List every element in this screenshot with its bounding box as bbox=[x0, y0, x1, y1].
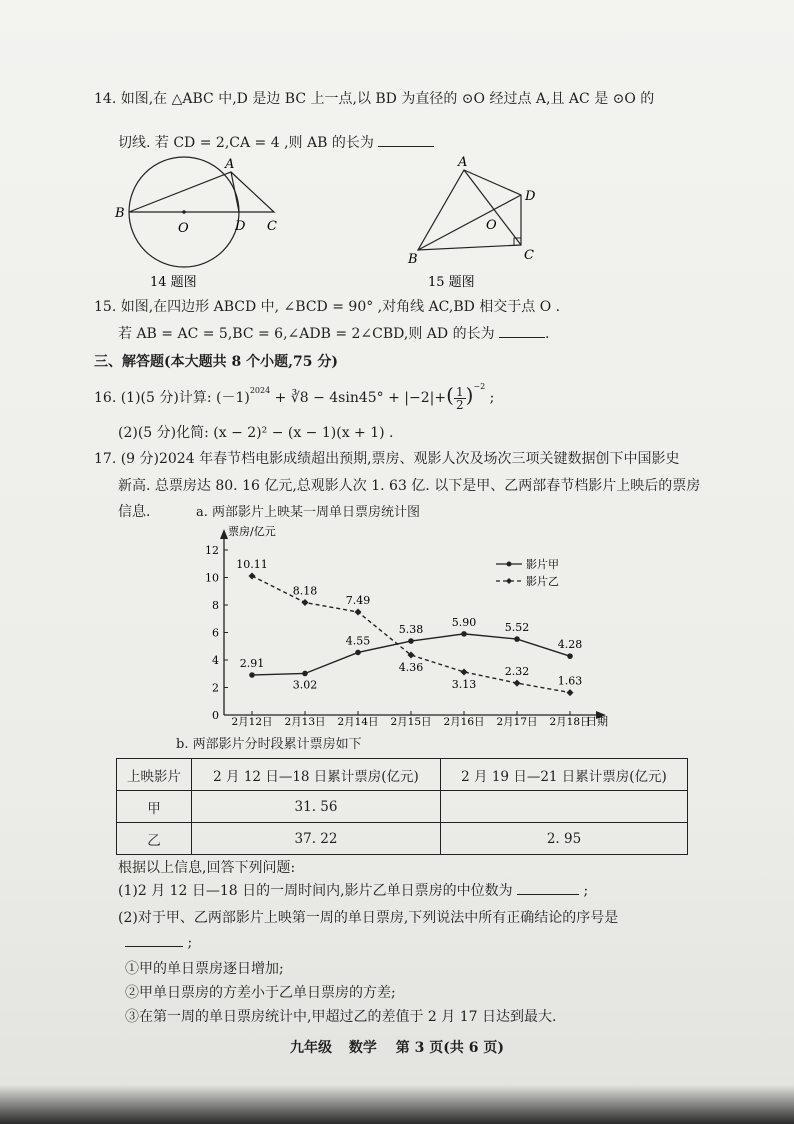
q15-text2: 若 AB = AC = 5,BC = 6,∠ADB = 2∠CBD,则 AD 的长为 bbox=[118, 326, 495, 342]
q14-text1: 如图,在 △ABC 中,D 是边 BC 上一点,以 BD 为直径的 ⊙O 经过点 A,且 AC 是 ⊙O 的 bbox=[120, 91, 655, 107]
figure-14 bbox=[108, 150, 308, 290]
chart-point bbox=[249, 672, 255, 678]
table-cell-film: 甲 bbox=[117, 791, 192, 823]
fig14-caption: 14 题图 bbox=[150, 275, 197, 290]
q17-text3: 信息. bbox=[118, 504, 151, 520]
chart-point bbox=[355, 650, 361, 656]
q14-text2: 切线. 若 CD = 2,CA = 4 ,则 AB 的长为 bbox=[118, 135, 374, 151]
chart-point bbox=[514, 680, 521, 687]
fig14-center-dot bbox=[182, 210, 186, 214]
chart-x-tick-label: 2月13日 bbox=[284, 716, 326, 728]
chart-point bbox=[567, 653, 573, 659]
fig14-label-C: C bbox=[267, 219, 277, 234]
chart-y-tick-label: 4 bbox=[212, 654, 219, 667]
chart-y-tick-label: 6 bbox=[212, 626, 219, 640]
q16-p1-end: ; bbox=[485, 390, 495, 406]
q16-frac-den: 2 bbox=[455, 397, 464, 412]
q17-text1: 17. (9 分)2024 年春节档电影成绩超出预期,票房、观影人次及场次三项关键数据创下中国影史 bbox=[94, 451, 680, 467]
chart-y-tick-label: 0 bbox=[212, 709, 219, 722]
fig15-label-D: D bbox=[525, 189, 536, 204]
table-header-period2: 2 月 19 日—21 日累计票房(亿元) bbox=[441, 759, 688, 791]
table-cell-period2: 2. 95 bbox=[441, 823, 688, 855]
q17-option1 bbox=[125, 958, 284, 978]
chart-data-label: 3.02 bbox=[292, 678, 318, 692]
q16-part2 bbox=[118, 422, 394, 442]
fig14-label-A: A bbox=[225, 157, 235, 172]
chart-legend-marker-jia bbox=[507, 562, 512, 567]
fig14-label-O: O bbox=[178, 221, 189, 236]
chart-data-label: 5.38 bbox=[398, 623, 424, 637]
chart-point bbox=[249, 572, 256, 579]
q17-option3-text: ③在第一周的单日票房统计中,甲超过乙的差值于 2 月 17 日达到最大. bbox=[125, 1009, 557, 1025]
table-cell-period1: 37. 22 bbox=[192, 823, 441, 855]
q17-option1-text: ①甲的单日票房逐日增加; bbox=[125, 961, 284, 977]
q17-sub2-blank[interactable] bbox=[125, 946, 183, 947]
chart-data-label: 8.18 bbox=[292, 584, 318, 598]
chart-data-label: 5.90 bbox=[451, 615, 477, 629]
chart-data-label: 7.49 bbox=[345, 594, 371, 608]
table-cell-period2 bbox=[441, 791, 688, 823]
chart-y-arrow bbox=[220, 529, 228, 539]
chart-point bbox=[355, 609, 362, 616]
chart-data-label: 2.91 bbox=[239, 656, 265, 670]
fig15-caption: 15 题图 bbox=[428, 275, 475, 290]
q17-sub1 bbox=[118, 880, 588, 900]
q17-sub1-end: ; bbox=[583, 883, 589, 899]
q17-sub2 bbox=[118, 907, 618, 927]
chart-x-tick-label: 2月12日 bbox=[231, 716, 273, 728]
chart-data-label: 4.55 bbox=[345, 634, 371, 648]
footer-subject: 数学 bbox=[348, 1040, 377, 1056]
chart-y-label: 票房/亿元 bbox=[228, 525, 276, 538]
chart-point bbox=[408, 638, 414, 644]
q15-text1: 15. 如图,在四边形 ABCD 中, ∠BCD = 90° ,对角线 AC,BD 相交于点 O . bbox=[94, 299, 561, 315]
fig14-label-B: B bbox=[115, 206, 125, 221]
figure-15 bbox=[400, 150, 560, 290]
q14-answer-blank[interactable] bbox=[378, 146, 434, 147]
chart-x-tick-label: 2月18日 bbox=[549, 716, 591, 728]
q17-text2: 新高. 总票房达 80. 16 亿元,总观影人次 1. 63 亿. 以下是甲、乙两部春节档影片上映后的票房 bbox=[118, 478, 701, 494]
chart-data-label: 1.63 bbox=[557, 674, 583, 688]
q15-line1 bbox=[94, 296, 560, 316]
q17-after bbox=[118, 857, 295, 877]
section3-title: 三、解答题(本大题共 8 个小题,75 分) bbox=[94, 354, 338, 370]
q17-option2-text: ②甲单日票房的方差小于乙单日票房的方差; bbox=[125, 985, 396, 1001]
chart-legend-label: 影片乙 bbox=[526, 575, 559, 588]
chart-y-tick-label: 8 bbox=[212, 599, 219, 612]
q16-p1-prefix: 16. (1)(5 分)计算: (－1) bbox=[94, 390, 250, 406]
page-footer bbox=[290, 1037, 504, 1057]
q14-number: 14. bbox=[94, 91, 117, 107]
chart-y-tick-label: 10 bbox=[205, 571, 219, 585]
chart-data-label: 10.11 bbox=[236, 557, 268, 571]
q17-sub2-answer bbox=[125, 935, 192, 951]
q17-line1 bbox=[94, 448, 680, 468]
table-cell-period1: 31. 56 bbox=[192, 791, 441, 823]
chart-x-tick-label: 2月15日 bbox=[390, 716, 432, 728]
fig15-label-B: B bbox=[408, 252, 418, 267]
fig15-label-C: C bbox=[524, 248, 534, 263]
table-row bbox=[117, 791, 688, 823]
q17-table-caption bbox=[176, 733, 362, 752]
chart-x-tick-label: 2月17日 bbox=[496, 716, 538, 728]
table-row bbox=[117, 823, 688, 855]
q16-fraction bbox=[454, 386, 466, 411]
q17-sub2-end: ; bbox=[187, 935, 193, 951]
page-bottom-shadow bbox=[0, 1085, 794, 1124]
box-office-line-chart bbox=[190, 517, 620, 737]
chart-x-tick-label: 2月14日 bbox=[337, 716, 379, 728]
footer-page: 第 3 页(共 6 页) bbox=[395, 1040, 504, 1056]
q16-part1: 16. (1)(5 分)计算: $(-1)^{2024}$ + ∛8 − 4sin45° + |−2|+( $\frac{1}{2}$ )$^{-2}$ ; bbox=[94, 382, 495, 412]
q17-sub1-blank[interactable] bbox=[517, 894, 579, 895]
chart-data-label: 2.32 bbox=[504, 665, 530, 679]
q17-option3 bbox=[125, 1006, 556, 1026]
table-header-film: 上映影片 bbox=[117, 759, 192, 791]
chart-point bbox=[567, 689, 574, 696]
chart-y-tick-label: 2 bbox=[212, 681, 219, 695]
chart-x-tick-label: 2月16日 bbox=[443, 716, 485, 728]
chart-data-label: 4.36 bbox=[398, 661, 424, 675]
chart-data-label: 4.28 bbox=[557, 638, 583, 652]
fig15-quadrilateral bbox=[418, 170, 521, 250]
chart-title: a. 两部影片上映某一周单日票房统计图 bbox=[196, 505, 421, 520]
q17-line2 bbox=[118, 475, 700, 495]
chart-data-label: 5.52 bbox=[504, 621, 530, 635]
table-cell-film: 乙 bbox=[117, 823, 192, 855]
fig15-label-O: O bbox=[486, 218, 497, 233]
q16-p1-exponent2: −2 bbox=[473, 382, 486, 391]
q17-line3 bbox=[118, 501, 150, 521]
fig15-label-A: A bbox=[458, 155, 468, 170]
chart-data-label: 3.13 bbox=[451, 677, 477, 691]
fig14-triangle bbox=[129, 172, 274, 212]
section3-heading bbox=[94, 351, 338, 371]
chart-legend-marker-yi bbox=[506, 578, 512, 584]
fig14-label-D: D bbox=[235, 219, 246, 234]
q17-sub1-text: (1)2 月 12 日—18 日的一周时间内,影片乙单日票房的中位数为 bbox=[118, 883, 513, 899]
chart-point bbox=[514, 636, 520, 642]
chart-point bbox=[302, 671, 308, 677]
q16-p1-exponent: 2024 bbox=[249, 386, 271, 395]
q16-p2-text: (2)(5 分)化简: (x − 2)² − (x − 1)(x + 1) . bbox=[118, 425, 394, 441]
q17-after-text: 根据以上信息,回答下列问题: bbox=[118, 860, 296, 876]
chart-legend-label: 影片甲 bbox=[526, 558, 559, 571]
q17-sub2-text: (2)对于甲、乙两部影片上映第一周的单日票房,下列说法中所有正确结论的序号是 bbox=[118, 910, 619, 926]
chart-point bbox=[461, 631, 467, 637]
q15-line2: 若 AB = AC = 5,BC = 6,∠ADB = 2∠CBD,则 AD 的长为 . bbox=[118, 326, 550, 342]
box-office-table bbox=[116, 758, 688, 855]
q16-p1-mid: + ∛8 − 4sin45° + |−2|+ bbox=[270, 390, 447, 406]
footer-grade: 九年级 bbox=[290, 1040, 332, 1056]
chart-point bbox=[461, 668, 468, 675]
q16-frac-num: 1 bbox=[455, 384, 464, 399]
q17-option2 bbox=[125, 982, 396, 1002]
table-header-period1: 2 月 12 日—18 日累计票房(亿元) bbox=[192, 759, 441, 791]
fig15-diagonal-AC bbox=[464, 170, 521, 245]
table-title: b. 两部影片分时段累计票房如下 bbox=[176, 737, 362, 752]
q14-line2 bbox=[118, 132, 434, 152]
chart-x-label: 日期 bbox=[586, 715, 608, 728]
table-header-row bbox=[117, 759, 688, 791]
q15-answer-blank[interactable] bbox=[499, 337, 545, 338]
chart-point bbox=[302, 599, 309, 606]
chart-y-tick-label: 12 bbox=[205, 544, 219, 557]
q14-line1 bbox=[94, 88, 654, 108]
